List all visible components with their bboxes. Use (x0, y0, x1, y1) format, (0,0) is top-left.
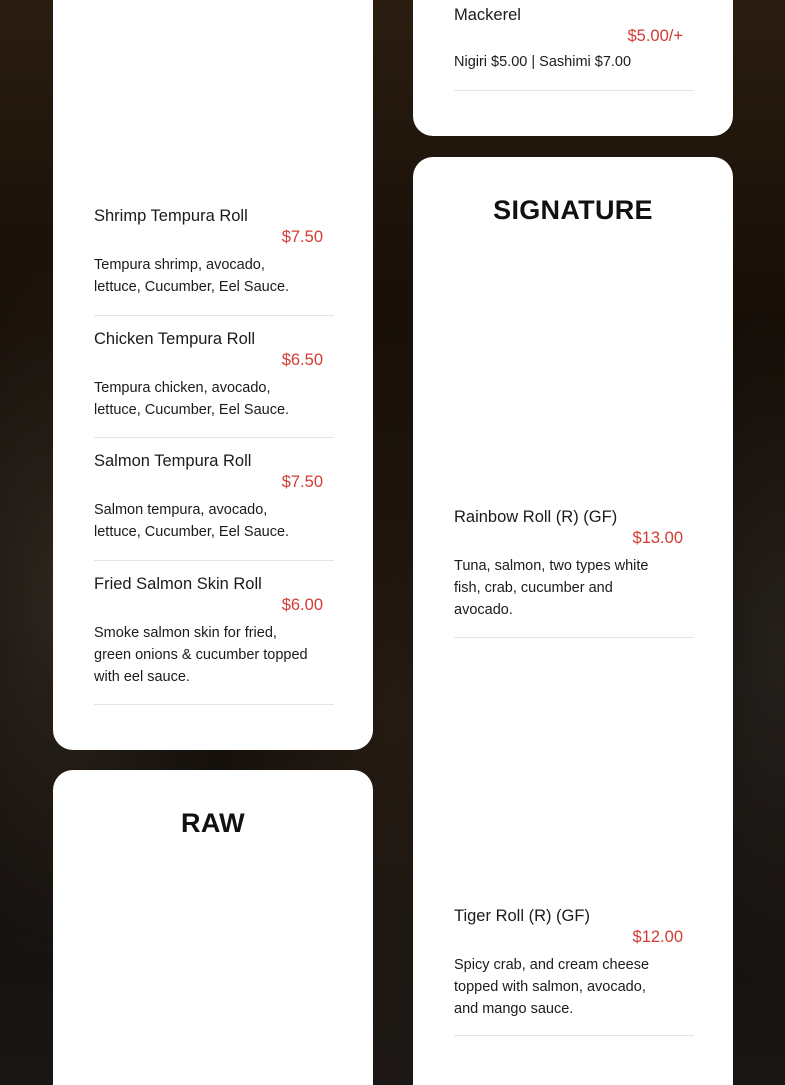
menu-card-nigiri (413, 0, 733, 136)
menu-card-tempura (53, 0, 373, 750)
item-name: Tiger Roll (R) (GF) (454, 907, 590, 925)
item-description: Tempura chicken, avocado, lettuce, Cucumber, Eel Sauce. (94, 380, 290, 418)
menu-item[interactable] (94, 574, 334, 705)
item-price: $13.00 (632, 529, 683, 547)
item-name: Shrimp Tempura Roll (94, 207, 248, 225)
item-price: $12.00 (632, 928, 683, 946)
menu-item[interactable] (454, 5, 694, 91)
item-price: $7.50 (281, 473, 323, 491)
item-description: Spicy crab, and cream cheese topped with salmon, avocado, and mango sauce. (454, 957, 650, 1017)
item-price: $6.00 (281, 596, 323, 614)
item-name: Fried Salmon Skin Roll (94, 575, 262, 593)
menu-item[interactable] (94, 329, 334, 438)
item-name: Mackerel (454, 6, 521, 24)
item-name: Rainbow Roll (R) (GF) (454, 508, 618, 526)
item-name: Salmon Tempura Roll (94, 452, 252, 470)
item-description: Salmon tempura, avocado, lettuce, Cucumber, Eel Sauce. (94, 502, 290, 540)
item-description: Smoke salmon skin for fried, green onions & cucumber topped with eel sauce. (94, 625, 308, 685)
item-name: Chicken Tempura Roll (94, 330, 256, 348)
menu-item[interactable] (94, 206, 334, 316)
item-price: $5.00/+ (627, 27, 683, 45)
menu-item[interactable] (94, 451, 334, 561)
item-description: Tuna, salmon, two types white fish, crab, cucumber and avocado. (454, 558, 649, 618)
item-price: $7.50 (281, 228, 323, 246)
section-title: SIGNATURE (493, 195, 653, 225)
menu-card-raw (53, 770, 373, 1085)
item-description: Tempura shrimp, avocado, lettuce, Cucumber, Eel Sauce. (94, 257, 290, 295)
menu-item[interactable] (454, 906, 694, 1036)
menu-item[interactable] (454, 507, 694, 638)
item-description: Nigiri $5.00 | Sashimi $7.00 (454, 54, 632, 70)
menu-card-signature (413, 157, 733, 1085)
section-title: RAW (181, 808, 245, 838)
item-price: $6.50 (281, 351, 323, 369)
